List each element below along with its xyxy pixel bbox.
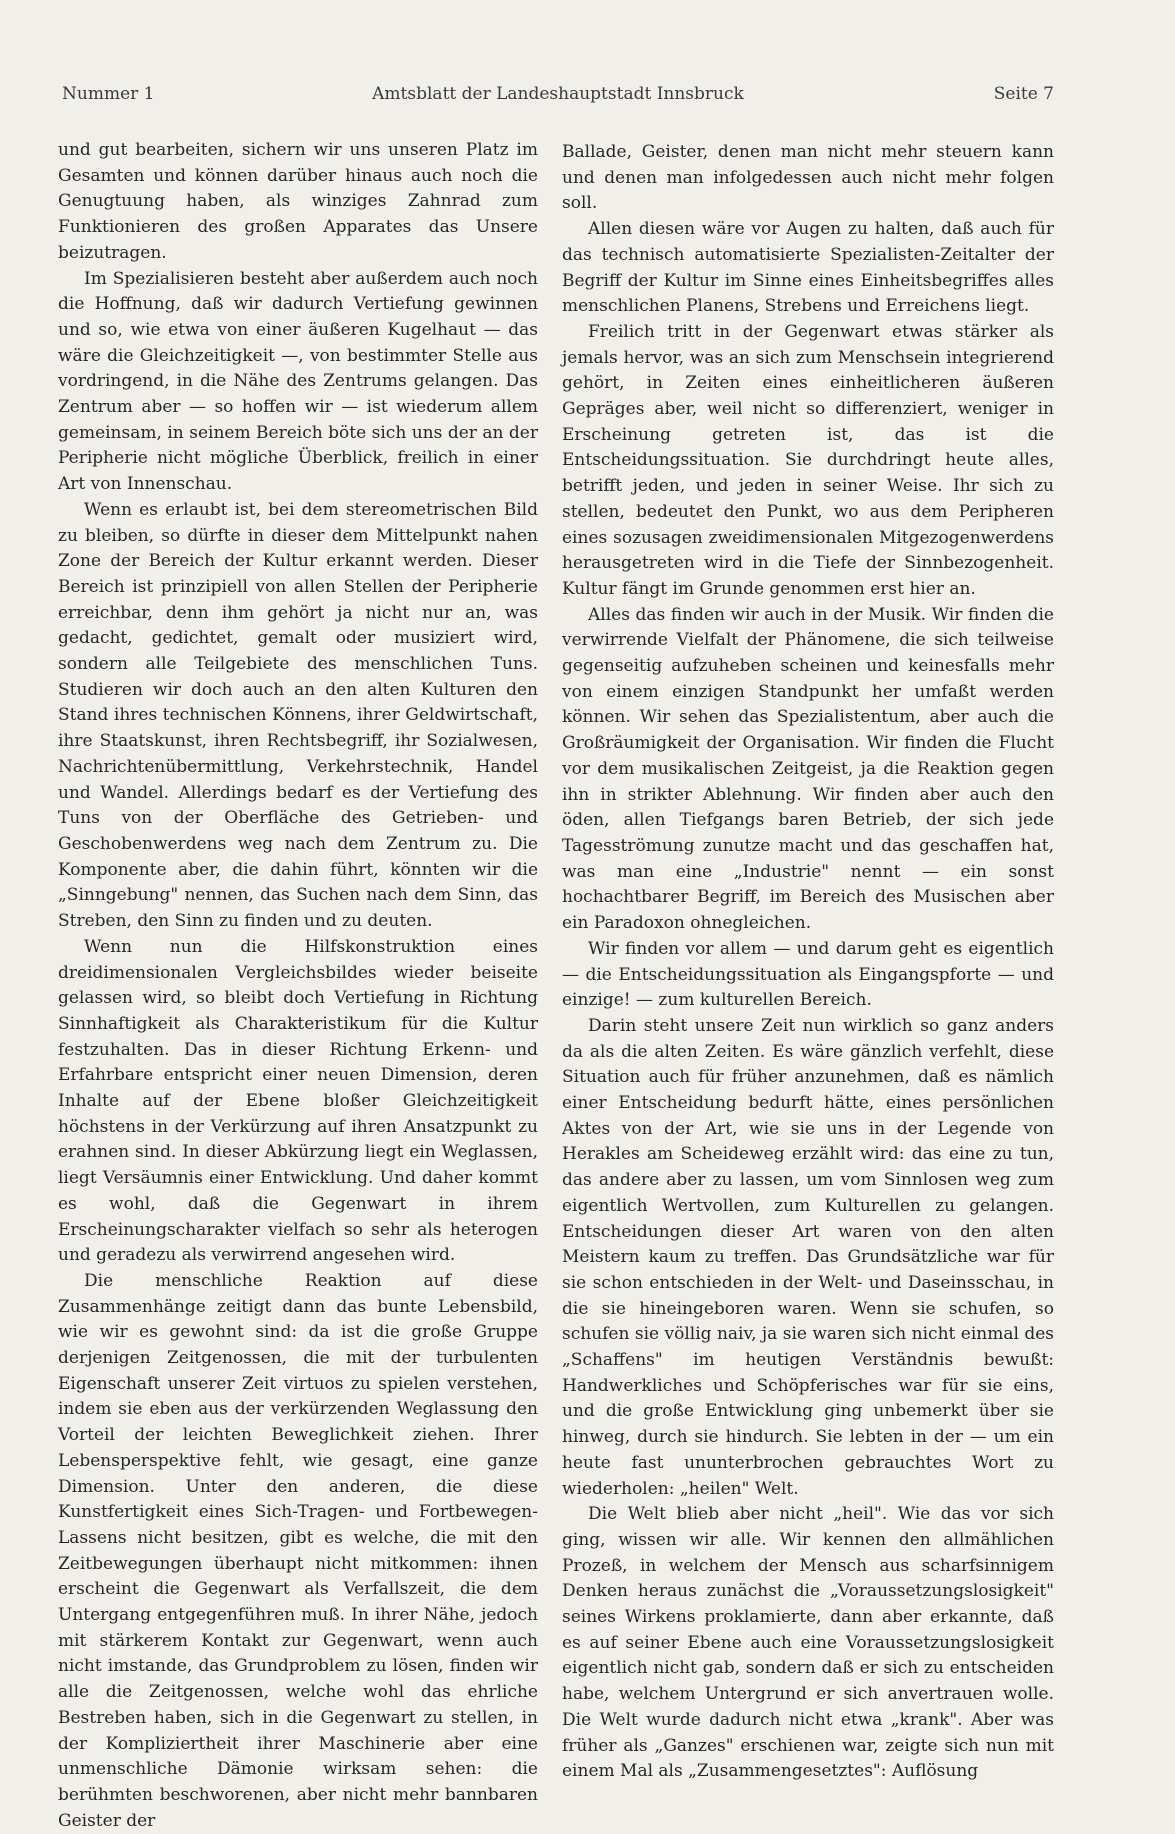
paragraph: Ballade, Geister, denen man nicht mehr steuern kann und denen man infolgedessen auch nicht mehr folgen soll.: [562, 142, 1054, 214]
paragraph: Im Spezialisieren besteht aber außerdem auch noch die Hoffnung, daß wir dadurch Vertiefung gewinnen und so, wie etwa von einer äußeren Kugelhaut — das wäre die Gleichzeitigkeit —, von bestimmter Stelle aus vordringend, in die Nähe des Zentrums gelangen. Das Zentrum aber — so hoffen wir — ist wiederum allem gemeinsam, in seinem Bereich böte sich uns der an der Peripherie nicht mögliche Überblick, freilich in einer Art von Innenschau.: [58, 268, 538, 495]
page-number: Seite 7: [993, 84, 1054, 104]
paragraph: Allen diesen wäre vor Augen zu halten, daß auch für das technisch automatisierte Spezialisten-Zeitalter der Begriff der Kultur im Sinne eines Einheitsbegriffes alles menschlichen Planens, Strebens und Erreichens liegt.: [562, 219, 1054, 317]
issue-number: Nummer 1: [62, 84, 155, 104]
text-column-left: [58, 138, 538, 1831]
paragraph: Alles das finden wir auch in der Musik. Wir finden die verwirrende Vielfalt der Phänomene, die sich teilweise gegenseitig aufzuheben scheinen und keinesfalls mehr von einem einzigen Standpunkt her umfaßt werden können. Wir sehen das Spezialistentum, aber auch die Großräumigkeit der Organisation. Wir finden die Flucht vor dem musikalischen Zeitgeist, ja die Reaktion gegen ihn in strikter Ablehnung. Wir finden aber auch den öden, allen Tiefgangs baren Betrieb, der sich jede Tagesströmung zunutze macht und das geschaffen hat, was man eine „Industrie" nennt — ein sonst hochachtbarer Begriff, im Bereich des Musischen aber ein Paradoxon ohnegleichen.: [562, 604, 1054, 934]
paragraph: und gut bearbeiten, sichern wir uns unseren Platz im Gesamten und können darüber hinaus auch noch die Genugtuung haben, als winziges Zahnrad zum Funktionieren des großen Apparates das Unsere beizutragen.: [58, 140, 538, 263]
text-column-right: [562, 140, 1054, 1782]
running-header: [62, 84, 1054, 110]
paragraph: Die Welt blieb aber nicht „heil". Wie das vor sich ging, wissen wir alle. Wir kennen den allmählichen Prozeß, in welchem der Mensch aus scharfsinnigem Denken heraus zunächst die „Voraussetzungslosigkeit" seines Wirkens proklamierte, dann aber erkannte, daß es auf seiner Ebene auch eine Voraussetzungslosigkeit eigentlich nicht gab, sondern daß er sich zu entscheiden habe, welchem Untergrund er sich anvertrauen wolle. Die Welt wurde dadurch nicht etwa „krank". Aber was früher als „Ganzes" erschienen war, zeigte sich nun mit einem Mal als „Zusammengesetztes": Auflösung: [562, 1504, 1054, 1782]
paragraph: Die menschliche Reaktion auf diese Zusammenhänge zeitigt dann das bunte Lebensbild, wie wir es gewohnt sind: da ist die große Gruppe derjenigen Zeitgenossen, die mit der turbulenten Eigenschaft unserer Zeit virtuos zu spielen verstehen, indem sie eben aus der verkürzenden Weglassung den Vorteil der leichten Beweglichkeit ziehen. Ihrer Lebensperspektive fehlt, wie gesagt, eine ganze Dimension. Unter den anderen, die diese Kunstfertigkeit eines Sich-Tragen- und Fortbewegen-Lassens nicht besitzen, gibt es welche, die mit den Zeitbewegungen überhaupt nicht mitkommen: ihnen erscheint die Gegenwart als Verfallszeit, die dem Untergang entgegenführen muß. In ihrer Nähe, jedoch mit stärkerem Kontakt zur Gegenwart, wenn auch nicht imstande, das Grundproblem zu lösen, finden wir alle die Zeitgenossen, welche wohl das ehrliche Bestreben haben, sich in die Gegenwart zu stellen, in der Kompliziertheit ihrer Maschinerie aber eine unmenschliche Dämonie wirksam sehen: die berühmten beschworenen, aber nicht mehr bannbaren Geister der: [58, 1270, 538, 1831]
publication-title: Amtsblatt der Landeshauptstadt Innsbruck: [372, 84, 744, 104]
paragraph: Darin steht unsere Zeit nun wirklich so ganz anders da als die alten Zeiten. Es wäre gänzlich verfehlt, diese Situation auch für früher anzunehmen, daß es nämlich einer Entscheidung bedurft hätte, eines persönlichen Aktes von der Art, wie sie uns in der Legende von Herakles am Scheideweg erzählt wird: das eine zu tun, das andere aber zu lassen, um vom Sinnlosen weg zum eigentlich Wertvollen, zum Kulturellen zu gelangen. Entscheidungen dieser Art waren von den alten Meistern kaum zu treffen. Das Grundsätzliche war für sie schon entschieden in der Welt- und Daseinsschau, in die sie hineingeboren waren. Wenn sie schufen, so schufen sie völlig naiv, ja sie waren sich nicht einmal des „Schaffens" im heutigen Verständnis bewußt: Handwerkliches und Schöpferisches war für sie eins, und die große Entwicklung ging unbemerkt über sie hinweg, durch sie hindurch. Sie lebten in der — um ein heute fast ununterbrochen gebrauchtes Wort zu wiederholen: „heilen" Welt.: [562, 1015, 1054, 1499]
paragraph: Wenn nun die Hilfskonstruktion eines dreidimensionalen Vergleichsbildes wieder beiseite gelassen wird, so bleibt doch Vertiefung in Richtung Sinnhaftigkeit als Charakteristikum für die Kultur festzuhalten. Das in dieser Richtung Erkenn- und Erfahrbare entspricht einer neuen Dimension, deren Inhalte auf der Ebene bloßer Gleichzeitigkeit höchstens in der Verkürzung auf ihren Ansatzpunkt zu erahnen sind. In dieser Abkürzung liegt ein Weglassen, liegt Versäumnis einer Entwicklung. Und daher kommt es wohl, daß die Gegenwart in ihrem Erscheinungscharakter vielfach so sehr als heterogen und geradezu als verwirrend angesehen wird.: [58, 936, 538, 1266]
paragraph: Wir finden vor allem — und darum geht es eigentlich — die Entscheidungssituation als Eingangspforte — und einzige! — zum kulturellen Bereich.: [562, 938, 1054, 1011]
paragraph: Wenn es erlaubt ist, bei dem stereometrischen Bild zu bleiben, so dürfte in dieser dem Mittelpunkt nahen Zone der Bereich der Kultur erkannt werden. Dieser Bereich ist prinzipiell von allen Stellen der Peripherie erreichbar, denn ihm gehört ja nicht nur an, was gedacht, gedichtet, gemalt oder musiziert wird, sondern alle Teilgebiete des menschlichen Tuns. Studieren wir doch auch an den alten Kulturen den Stand ihres technischen Könnens, ihrer Geldwirtschaft, ihre Staatskunst, ihren Rechtsbegriff, ihr Sozialwesen, Nachrichtenübermittlung, Verkehrstechnik, Handel und Wandel. Allerdings bedarf es der Vertiefung des Tuns von der Oberfläche des Getrieben- und Geschobenwerdens weg nach dem Zentrum zu. Die Komponente aber, die dahin führt, könnten wir die „Sinngebung" nennen, das Suchen nach dem Sinn, das Streben, den Sinn zu finden und zu deuten.: [58, 499, 538, 932]
paragraph: Freilich tritt in der Gegenwart etwas stärker als jemals hervor, was an sich zum Menschsein integrierend gehört, in Zeiten eines einheitlicheren äußeren Gepräges aber, weil nicht so differenziert, weniger in Erscheinung getreten ist, das ist die Entscheidungssituation. Sie durchdringt heute alles, betrifft jeden, und jeden in seiner Weise. Ihr sich zu stellen, bedeutet den Punkt, wo aus dem Peripheren eines sozusagen zweidimensionalen Mitgezogenwerdens herausgetreten wird in die Tiefe der Sinnbezogenheit. Kultur fängt im Grunde genommen erst hier an.: [562, 321, 1054, 599]
